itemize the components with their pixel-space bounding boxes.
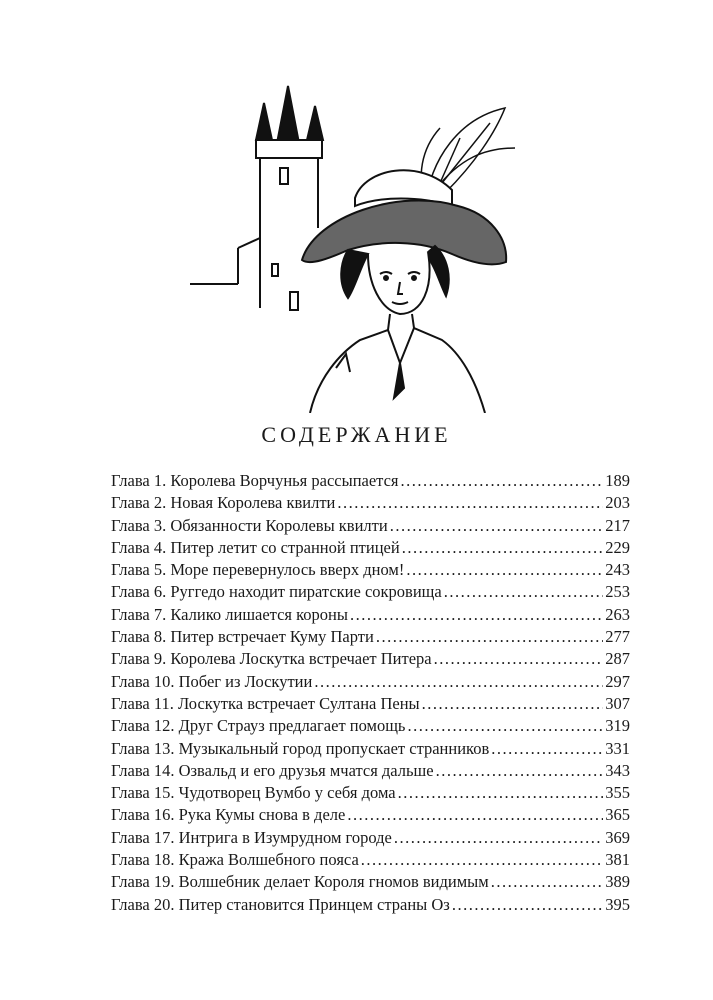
castle-tower-icon xyxy=(190,86,323,310)
table-of-contents xyxy=(111,470,630,916)
toc-dot-leader xyxy=(436,760,604,782)
toc-heading: СОДЕРЖАНИЕ xyxy=(261,422,452,447)
toc-entry-page: 243 xyxy=(605,560,630,580)
blouse-icon xyxy=(310,314,485,413)
toc-dot-leader xyxy=(491,871,604,893)
toc-entry-5[interactable] xyxy=(111,559,630,581)
toc-dot-leader xyxy=(402,537,604,559)
toc-entry-title: Глава 8. Питер встречает Куму Парти xyxy=(111,627,374,647)
toc-entry-title: Глава 16. Рука Кумы снова в деле xyxy=(111,805,346,825)
toc-entry-title: Глава 7. Калико лишается короны xyxy=(111,604,348,624)
toc-entry-6[interactable] xyxy=(111,581,630,603)
toc-entry-2[interactable] xyxy=(111,492,630,514)
toc-dot-leader xyxy=(361,849,603,871)
toc-entry-title: Глава 3. Обязанности Королевы квилти xyxy=(111,515,388,535)
toc-dot-leader xyxy=(390,515,604,537)
toc-dot-leader xyxy=(434,648,604,670)
toc-entry-8[interactable] xyxy=(111,626,630,648)
toc-entry-9[interactable] xyxy=(111,648,630,670)
toc-entry-15[interactable] xyxy=(111,782,630,804)
toc-dot-leader xyxy=(401,470,604,492)
toc-entry-1[interactable] xyxy=(111,470,630,492)
toc-entry-17[interactable] xyxy=(111,827,630,849)
toc-entry-title: Глава 4. Питер летит со странной птицей xyxy=(111,537,400,557)
toc-dot-leader xyxy=(394,827,603,849)
toc-entry-title: Глава 17. Интрига в Изумрудном городе xyxy=(111,827,392,847)
toc-dot-leader xyxy=(350,604,603,626)
toc-entry-page: 343 xyxy=(605,760,630,780)
toc-dot-leader xyxy=(314,671,603,693)
toc-entry-page: 365 xyxy=(605,805,630,825)
toc-entry-10[interactable] xyxy=(111,671,630,693)
toc-entry-page: 369 xyxy=(605,827,630,847)
toc-entry-title: Глава 15. Чудотворец Вумбо у себя дома xyxy=(111,783,396,803)
toc-entry-page: 217 xyxy=(605,515,630,535)
toc-dot-leader xyxy=(491,738,603,760)
toc-entry-title: Глава 18. Кража Волшебного пояса xyxy=(111,850,359,870)
toc-entry-title: Глава 19. Волшебник делает Короля гномов видимым xyxy=(111,872,489,892)
toc-entry-3[interactable] xyxy=(111,515,630,537)
toc-entry-page: 307 xyxy=(605,693,630,713)
toc-entry-13[interactable] xyxy=(111,738,630,760)
toc-entry-18[interactable] xyxy=(111,849,630,871)
toc-entry-page: 355 xyxy=(605,783,630,803)
toc-entry-page: 189 xyxy=(605,471,630,490)
toc-entry-page: 331 xyxy=(605,738,630,758)
wide-brim-hat-icon xyxy=(302,170,506,264)
toc-entry-title: Глава 9. Королева Лоскутка встречает Питера xyxy=(111,649,432,669)
toc-dot-leader xyxy=(398,782,604,804)
toc-entry-title: Глава 10. Побег из Лоскутии xyxy=(111,671,313,691)
toc-entry-16[interactable] xyxy=(111,804,630,826)
toc-entry-page: 381 xyxy=(605,850,630,870)
toc-entry-page: 229 xyxy=(605,537,630,557)
toc-entry-page: 389 xyxy=(605,872,630,892)
toc-entry-page: 297 xyxy=(605,671,630,691)
toc-entry-page: 319 xyxy=(605,716,630,736)
toc-entry-20[interactable] xyxy=(111,894,630,916)
toc-dot-leader xyxy=(407,715,603,737)
toc-entry-11[interactable] xyxy=(111,693,630,715)
toc-entry-12[interactable] xyxy=(111,715,630,737)
toc-dot-leader xyxy=(452,894,603,916)
toc-entry-19[interactable] xyxy=(111,871,630,893)
toc-entry-7[interactable] xyxy=(111,604,630,626)
toc-entry-title: Глава 5. Море перевернулось вверх дном! xyxy=(111,560,405,580)
toc-entry-4[interactable] xyxy=(111,537,630,559)
toc-entry-title: Глава 11. Лоскутка встречает Султана Пены xyxy=(111,693,420,713)
toc-dot-leader xyxy=(406,559,603,581)
toc-entry-page: 253 xyxy=(605,582,630,602)
girl-face-icon xyxy=(341,246,448,314)
toc-entry-page: 263 xyxy=(605,604,630,624)
toc-entry-title: Глава 20. Питер становится Принцем страны Оз xyxy=(111,894,450,914)
toc-dot-leader xyxy=(337,492,603,514)
toc-entry-title: Глава 14. Озвальд и его друзья мчатся дальше xyxy=(111,760,434,780)
toc-entry-page: 277 xyxy=(605,627,630,647)
toc-dot-leader xyxy=(422,693,604,715)
toc-entry-title: Глава 2. Новая Королева квилти xyxy=(111,493,336,513)
toc-entry-title: Глава 13. Музыкальный город пропускает странников xyxy=(111,738,490,758)
toc-dot-leader xyxy=(444,581,604,603)
toc-entry-title: Глава 12. Друг Страуз предлагает помощь xyxy=(111,716,406,736)
toc-entry-page: 287 xyxy=(605,649,630,669)
toc-entry-page: 203 xyxy=(605,493,630,513)
girl-with-hat-and-castle-illustration xyxy=(190,78,525,413)
toc-dot-leader xyxy=(376,626,603,648)
toc-entry-title: Глава 6. Руггедо находит пиратские сокровища xyxy=(111,582,442,602)
toc-dot-leader xyxy=(347,804,603,826)
toc-entry-title: Глава 1. Королева Ворчунья рассыпается xyxy=(111,471,399,490)
toc-entry-page: 395 xyxy=(605,894,630,914)
toc-entry-14[interactable] xyxy=(111,760,630,782)
